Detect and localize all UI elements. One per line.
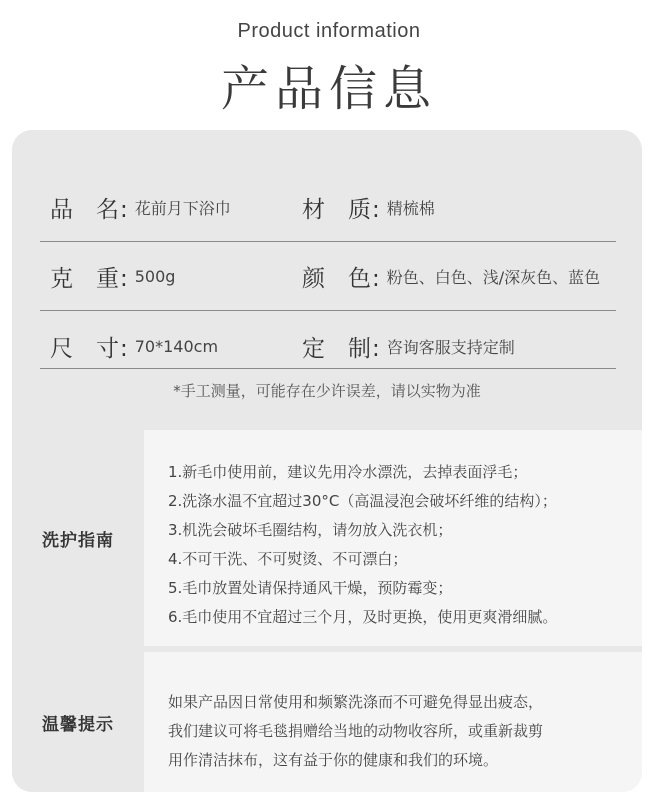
spec-color [302,242,600,310]
spec-row-name-material [40,173,616,241]
care-body [144,430,642,646]
spec-color-label-a: 颜 [302,265,326,292]
spec-color-label-b: 色: [348,265,381,292]
spec-divider [40,368,616,369]
title-english: Product information [237,20,421,42]
list-item: 3.机洗会破坏毛圈结构，请勿放入洗衣机； [168,521,453,539]
spec-color-value: 粉色、白色、浅/深灰色、蓝色 [386,267,601,287]
spec-row-weight-color [40,242,616,310]
spec-divider [40,310,616,311]
measurement-note: *手工测量，可能存在少许误差，请以实物为准 [173,382,481,400]
spec-material [302,173,435,241]
spec-weight-value: 500g [134,266,176,286]
tips-section [12,652,642,792]
spec-size-value: 70*140cm [134,336,219,356]
spec-custom [302,312,515,380]
tips-text [168,688,543,775]
spec-material-label-a: 材 [302,196,326,223]
spec-row-size-custom [40,312,616,380]
list-item: 1.新毛巾使用前，建议先用冷水漂洗，去掉表面浮毛； [168,463,528,481]
list-item: 2.洗涤水温不宜超过30°C（高温浸泡会破坏纤维的结构）； [168,492,557,510]
spec-material-label-b: 质: [348,196,381,223]
care-title: 洗护指南 [12,430,144,646]
spec-size [50,312,218,380]
tips-title: 温馨提示 [12,652,144,792]
care-list [168,458,557,632]
spec-size-label-b: 寸: [96,335,129,362]
spec-custom-label-a: 定 [302,335,326,362]
spec-custom-value: 咨询客服支持定制 [386,337,515,357]
spec-name-label-a: 品 [50,196,74,223]
spec-size-label-a: 尺 [50,335,74,362]
spec-material-value: 精梳棉 [386,198,435,218]
list-item: 4.不可干洗、不可熨烫、不可漂白； [168,550,408,568]
product-info-card [12,130,642,792]
tip-line: 我们建议可将毛毯捐赠给当地的动物收容所，或重新裁剪 [168,722,544,740]
spec-name-value: 花前月下浴巾 [134,198,231,218]
spec-table [12,130,642,430]
spec-name [50,173,231,241]
spec-custom-label-b: 制: [348,335,381,362]
spec-weight [50,242,175,310]
tips-body [144,652,642,792]
tip-line: 用作清洁抹布，这有益于你的健康和我们的环境。 [168,751,499,769]
care-section [12,430,642,646]
list-item: 6.毛巾使用不宜超过三个月，及时更换，使用更爽滑细腻。 [168,608,558,626]
spec-weight-label-b: 重: [96,265,129,292]
spec-name-label-b: 名: [96,196,129,223]
list-item: 5.毛巾放置处请保持通风干燥，预防霉变； [168,579,453,597]
tip-line: 如果产品因日常使用和频繁洗涤而不可避免得显出疲态， [168,693,544,711]
spec-weight-label-a: 克 [50,265,74,292]
page-title: 产品信息 [220,61,437,117]
